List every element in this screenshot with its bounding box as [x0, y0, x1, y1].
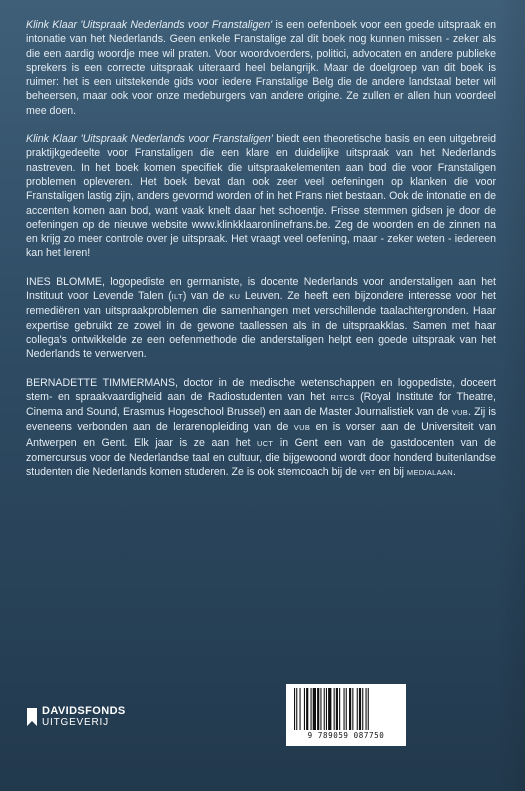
- description-text: biedt een theoretische basis en een uitgebreid praktijkgedeelte voor Franstaligen die een klare en duidelijke uitspraak van het Nederlands nastreven. In het boek komen specifiek die uitspraakelementen aan bod die voor Franstaligen problemen opleveren. Het boek bevat dan ook zeer veel oefeningen op klanken die voor Franstaligen lastig zijn, anders gevormd worden of in het Frans niet bestaan. Ook de intonatie en de accenten komen aan bod, want vaak knelt daar het schoentje. Frisse stemmen gidsen je door de oefeningen op de nieuwe website www.klinkklaaronlinefrans.be. Zeg de woorden en de zinnen na en krijg zo meer controle over je uitspraak. Het vraagt veel oefening, maar - zeker weten - iedereen kan het leren!: [26, 133, 496, 260]
- barcode-bar: [324, 688, 325, 730]
- author1-text-c: Leuven. Ze heeft een bijzondere interesse voor het remediëren van uitspraakproblemen die samenhangen met verschillende taalachtergronden. Haar expertise gebruikt ze zowel in de gewone taallessen als in de uitspraakklas. Samen met haar collega's ontwikkelde ze een oefenmethode die anderstaligen helpt een goede uitspraak van het Nederlands te verwerven.: [26, 290, 496, 361]
- abbr-vub: VUB: [293, 423, 311, 433]
- barcode-bar: [313, 688, 316, 730]
- barcode-bar: [296, 688, 297, 730]
- author2-text-d: en is vorser aan de Universiteit van Antwerpen en Gent. Elk jaar is ze aan het: [26, 421, 496, 449]
- barcode-bars: [292, 688, 400, 730]
- barcode-bar: [349, 688, 351, 730]
- davidsfonds-mark-icon: [26, 706, 38, 728]
- author2-text-f: en bij: [375, 466, 407, 479]
- barcode-bar: [320, 688, 321, 730]
- barcode-bar: [328, 688, 331, 730]
- abbr-ku: KU: [229, 292, 241, 302]
- abbr-ritcs: RITCS: [330, 392, 355, 402]
- description-book-title: Klink Klaar 'Uitspraak Nederlands voor Franstaligen': [26, 133, 273, 146]
- author2-text-b: (Royal Institute for Theatre, Cinema and Sound, Erasmus Hogeschool Brussel) en aan de Master Journalistiek van de: [26, 390, 496, 419]
- author-bio-blomme: [26, 275, 496, 362]
- cover-edge-shade: [497, 0, 525, 791]
- barcode-bar: [366, 688, 367, 730]
- author2-text-c: . Zij is eveneens verbonden aan de lerarenopleiding van de: [26, 406, 496, 434]
- barcode-bar: [368, 688, 369, 730]
- publisher-logo: [26, 705, 126, 729]
- publisher-name: [42, 705, 126, 729]
- barcode-bar: [359, 688, 361, 730]
- barcode-bar: [300, 688, 301, 730]
- publisher-name-line2: UITGEVERIJ: [42, 717, 109, 728]
- abbr-vub: VUB: [451, 408, 469, 418]
- barcode-bar: [294, 688, 295, 730]
- intro-paragraph: [26, 18, 496, 118]
- author-bio-timmermans: [26, 376, 496, 481]
- author2-text-a: BERNADETTE TIMMERMANS, doctor in de medische wetenschappen en logopediste, doceert stem- en spraakvaardigheid aan de Radiostudenten van het: [26, 376, 496, 403]
- barcode-bar: [336, 688, 338, 730]
- barcode-bar: [352, 688, 353, 730]
- abbr-medialaan: MEDIALAAN: [406, 468, 453, 478]
- barcode-bar: [362, 688, 363, 730]
- barcode-bar: [344, 688, 345, 730]
- isbn-barcode: [286, 684, 406, 746]
- barcode-bar: [326, 688, 327, 730]
- abbr-ilt: ILT: [171, 292, 183, 302]
- author1-text-a: INES BLOMME, logopediste en germaniste, is docente Nederlands voor anderstaligen aan het Instituut voor Levende Talen (: [26, 275, 496, 303]
- barcode-bar: [357, 688, 358, 730]
- abbr-vrt: VRT: [359, 468, 376, 478]
- author2-text-e: in Gent een van de gastdocenten van de zomercursus voor de Nederlandse taal en cultuur, die bijgewoond wordt door honderd buitenlandse studenten die Nederlands komen studeren. Ze is ook stemcoach bij de: [26, 436, 496, 479]
- barcode-bar: [334, 688, 335, 730]
- isbn-digits: 9 789059 087750: [307, 731, 385, 740]
- blurb-text-column: [26, 18, 496, 495]
- abbr-uct: UCT: [256, 438, 274, 448]
- author1-text-b: ) van de: [182, 290, 230, 303]
- barcode-bar: [306, 688, 308, 730]
- intro-book-title: Klink Klaar 'Uitspraak Nederlands voor Franstaligen': [26, 19, 273, 31]
- barcode-bar: [304, 688, 305, 730]
- author2-text-g: .: [452, 466, 456, 479]
- barcode-bar: [317, 688, 319, 730]
- publisher-name-line1: DAVIDSFONDS: [42, 705, 126, 717]
- barcode-bar: [346, 688, 347, 730]
- barcode-bar: [311, 688, 312, 730]
- intro-text: is een oefenboek voor een goede uitspraak en intonatie van het Nederlands. Geen enkele Franstalige zal dit boek nog kunnen missen - zeker als die een aardig woordje mee wil praten. Voor woordvoerders, politici, advocaten en andere publieke sprekers is een correcte uitspraak uiteraard heel belangrijk. Maar de doelgroep van dit boek is ruimer: het is een uitstekende gids voor iedere Franstalige Belg die de andere landstaal beter wil beheersen, maar ook voor onze medeburgers van andere origine. Ze zullen er allen hun voordeel mee doen.: [26, 19, 496, 117]
- description-paragraph: [26, 132, 496, 261]
- barcode-bar: [339, 688, 340, 730]
